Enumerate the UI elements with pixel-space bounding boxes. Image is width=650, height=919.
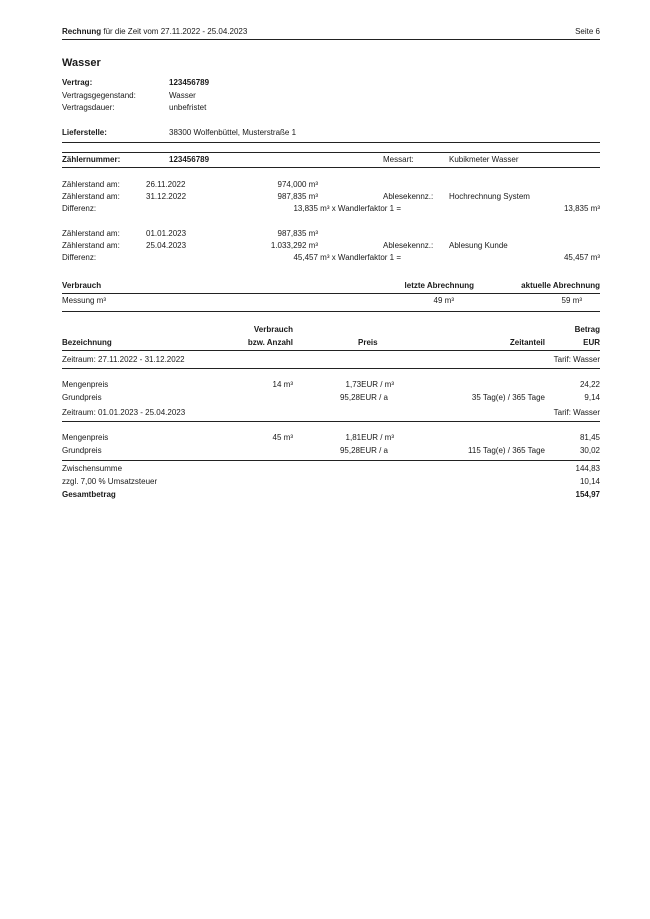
line-timeshare: 115 Tag(e) / 365 Tage: [468, 446, 545, 455]
col-amount-header-1: Betrag: [574, 325, 600, 334]
col-timeshare-header: Zeitanteil: [509, 338, 545, 347]
difference-label: Differenz:: [62, 204, 97, 213]
delivery-divider: [62, 142, 600, 143]
reading-value: 1.033,292 m³: [270, 241, 318, 250]
col-consumption-header-1: Verbrauch: [253, 325, 293, 334]
period-tariff: Tarif: Wasser: [553, 408, 600, 417]
line-quantity: 14 m³: [272, 380, 293, 389]
reading-code-value: Ablesung Kunde: [449, 241, 508, 250]
line-amount: 9,14: [584, 393, 600, 402]
vat-label: zzgl. 7,00 % Umsatzsteuer: [62, 477, 158, 486]
reading-label: Zählerstand am:: [62, 192, 120, 201]
line-price: 1,81EUR / m³: [345, 433, 394, 442]
line-description: Grundpreis: [62, 393, 102, 402]
total-label: Gesamtbetrag: [62, 490, 116, 499]
consumption-heading: Verbrauch: [62, 281, 102, 290]
reading-code-label: Ablesekennz.:: [383, 192, 434, 201]
section-title: Wasser: [62, 57, 101, 69]
consumption-last-header: letzte Abrechnung: [404, 281, 474, 290]
header-title-rest: für die Zeit vom 27.11.2022 - 25.04.2023: [103, 27, 248, 36]
line-price: 1,73EUR / m³: [345, 380, 394, 389]
line-amount: 81,45: [579, 433, 600, 442]
period-range: Zeitraum: 01.01.2023 - 25.04.2023: [62, 408, 186, 417]
period-divider: [62, 368, 600, 369]
meter-number-label: Zählernummer:: [62, 155, 121, 164]
totals-divider: [62, 460, 600, 461]
reading-code-label: Ablesekennz.:: [383, 241, 434, 250]
meter-divider: [62, 167, 600, 168]
line-price: 95,28EUR / a: [339, 446, 388, 455]
billing-header-divider: [62, 350, 600, 351]
col-consumption-header-2: bzw. Anzahl: [247, 338, 293, 347]
header-title-bold: Rechnung: [62, 27, 102, 36]
meter-top-divider: [62, 152, 600, 153]
col-description-header: Bezeichnung: [62, 338, 112, 347]
col-amount-header-2: EUR: [583, 338, 600, 347]
contract-subject-value: Wasser: [169, 91, 196, 100]
contract-value: 123456789: [169, 78, 210, 87]
reading-value: 987,835 m³: [277, 192, 318, 201]
reading-date: 26.11.2022: [146, 180, 186, 189]
line-price: 95,28EUR / a: [339, 393, 388, 402]
delivery-point-label: Lieferstelle:: [62, 128, 107, 137]
line-timeshare: 35 Tag(e) / 365 Tage: [471, 393, 545, 402]
header-divider: [62, 39, 600, 40]
consumption-bottom-divider: [62, 311, 600, 312]
difference-result: 45,457 m³: [563, 253, 600, 262]
contract-label: Vertrag:: [62, 78, 93, 87]
measure-type-label: Messart:: [383, 155, 414, 164]
line-amount: 24,22: [579, 380, 600, 389]
line-amount: 30,02: [579, 446, 600, 455]
difference-label: Differenz:: [62, 253, 97, 262]
contract-duration-label: Vertragsdauer:: [62, 103, 115, 112]
reading-label: Zählerstand am:: [62, 241, 120, 250]
contract-duration-value: unbefristet: [169, 103, 207, 112]
consumption-last-value: 49 m³: [433, 296, 454, 305]
subtotal-value: 144,83: [575, 464, 600, 473]
vat-value: 10,14: [579, 477, 600, 486]
page-number: Seite 6: [575, 27, 600, 36]
line-description: Grundpreis: [62, 446, 102, 455]
difference-calculation: 45,457 m³ x Wandlerfaktor 1 =: [293, 253, 401, 262]
difference-result: 13,835 m³: [563, 204, 600, 213]
subtotal-label: Zwischensumme: [62, 464, 123, 473]
reading-date: 31.12.2022: [146, 192, 187, 201]
consumption-divider: [62, 293, 600, 294]
period-range: Zeitraum: 27.11.2022 - 31.12.2022: [62, 355, 185, 364]
line-quantity: 45 m³: [272, 433, 293, 442]
contract-subject-label: Vertragsgegenstand:: [62, 91, 136, 100]
reading-value: 974,000 m³: [277, 180, 318, 189]
reading-label: Zählerstand am:: [62, 229, 120, 238]
reading-value: 987,835 m³: [277, 229, 318, 238]
consumption-current-header: aktuelle Abrechnung: [521, 281, 600, 290]
measure-type-value: Kubikmeter Wasser: [449, 155, 519, 164]
period-divider: [62, 421, 600, 422]
reading-date: 01.01.2023: [146, 229, 187, 238]
reading-date: 25.04.2023: [146, 241, 187, 250]
reading-code-value: Hochrechnung System: [449, 192, 530, 201]
reading-label: Zählerstand am:: [62, 180, 120, 189]
col-price-header: Preis: [358, 338, 378, 347]
line-description: Mengenpreis: [62, 433, 109, 442]
meter-number-value: 123456789: [169, 155, 210, 164]
total-value: 154,97: [575, 490, 600, 499]
consumption-current-value: 59 m³: [561, 296, 582, 305]
period-tariff: Tarif: Wasser: [553, 355, 600, 364]
consumption-row-label: Messung m³: [62, 296, 107, 305]
difference-calculation: 13,835 m³ x Wandlerfaktor 1 =: [293, 204, 401, 213]
line-description: Mengenpreis: [62, 380, 109, 389]
delivery-point-value: 38300 Wolfenbüttel, Musterstraße 1: [169, 128, 297, 137]
page-header-title: [62, 27, 247, 37]
